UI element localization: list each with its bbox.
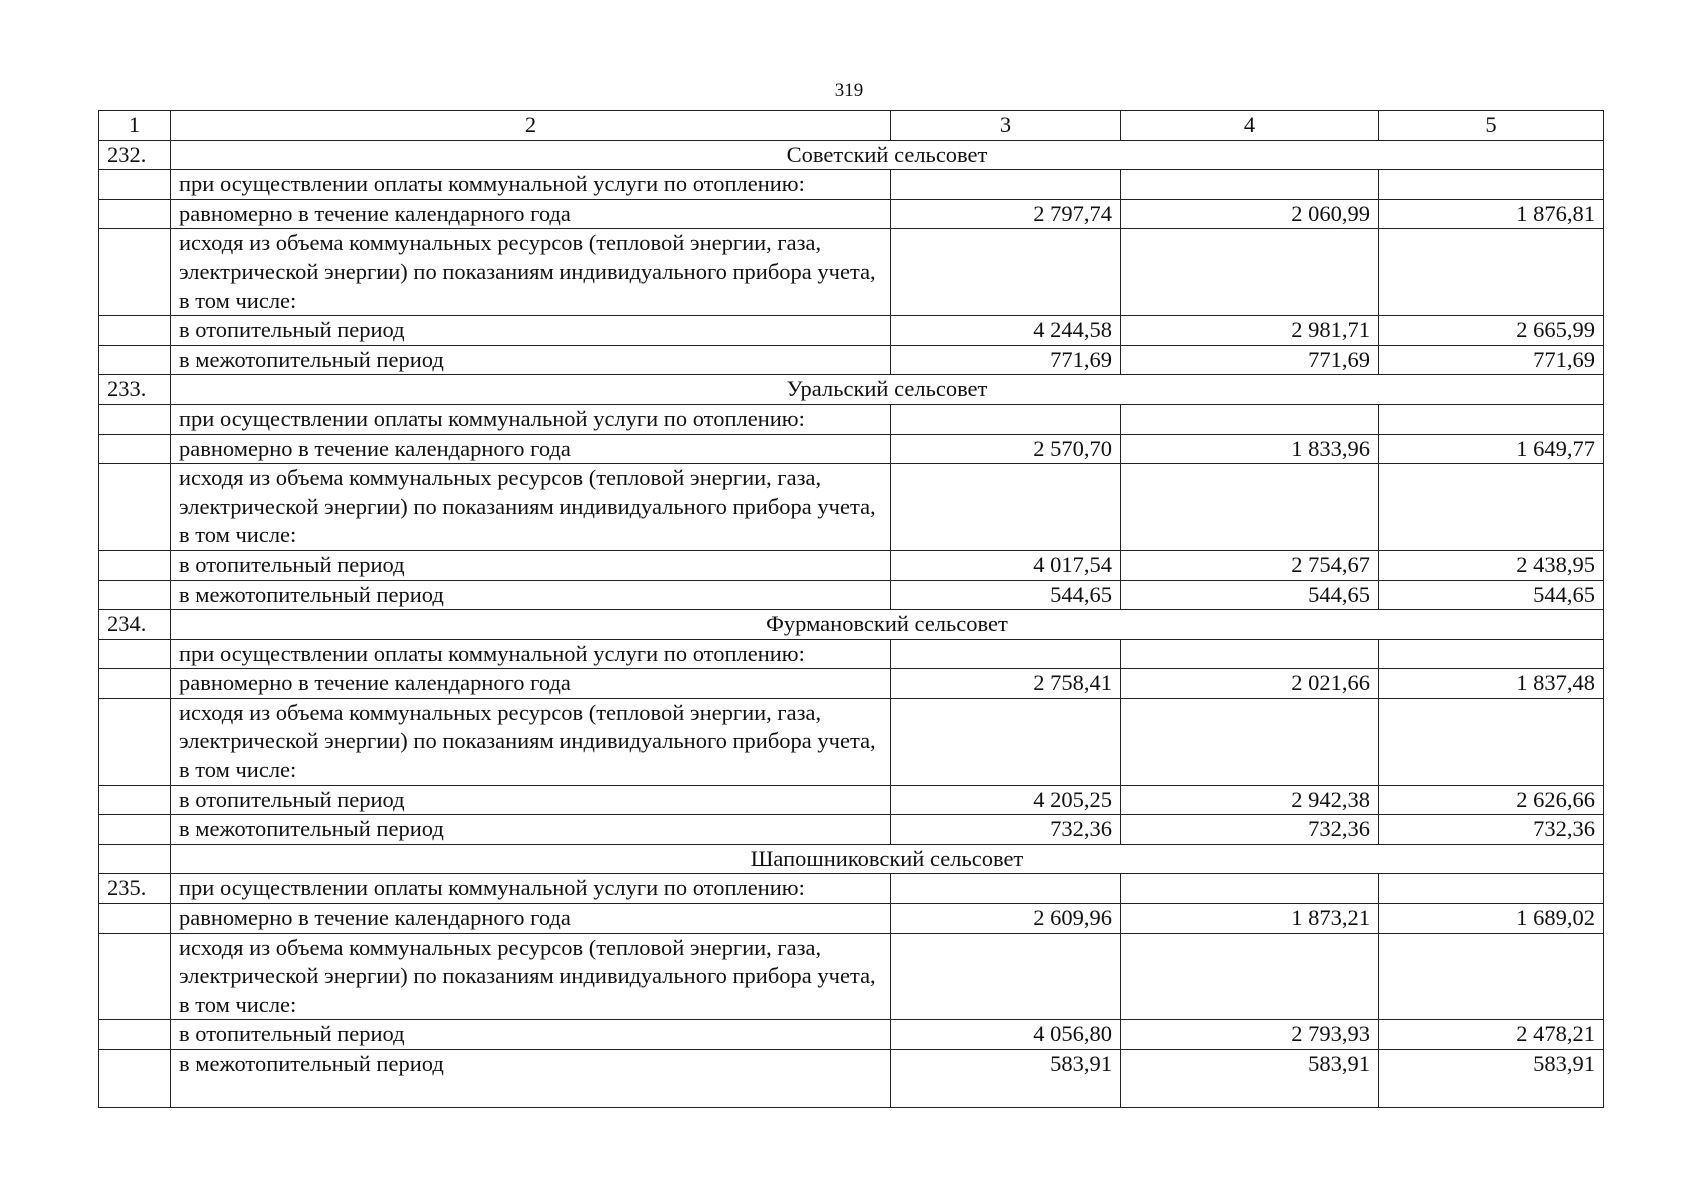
value-col-5: 2 665,99 <box>1379 316 1604 346</box>
row-label: исходя из объема коммунальных ресурсов (тепловой энергии, газа, электрической энергии) по показаниям индивидуального прибора учета, в том числе: <box>171 229 891 316</box>
row-number: 235. <box>99 874 171 904</box>
tariff-table <box>98 110 1604 1108</box>
row-number: 234. <box>99 610 171 640</box>
region-name: Советский сельсовет <box>171 140 1604 170</box>
value-col-5: 1 689,02 <box>1379 904 1604 934</box>
row-number-cell <box>99 785 171 815</box>
value-col-4: 2 793,93 <box>1121 1020 1379 1050</box>
region-name: Фурмановский сельсовет <box>171 610 1604 640</box>
value-col-3: 732,36 <box>891 815 1121 845</box>
value-col-4: 732,36 <box>1121 815 1379 845</box>
value-col-4 <box>1121 698 1379 785</box>
value-col-4: 2 942,38 <box>1121 785 1379 815</box>
value-col-3: 2 609,96 <box>891 904 1121 934</box>
table-row <box>99 404 1604 434</box>
row-label: при осуществлении оплаты коммунальной услуги по отоплению: <box>171 639 891 669</box>
region-row <box>99 140 1604 170</box>
column-header-5: 5 <box>1379 111 1604 141</box>
row-number-cell <box>99 170 171 200</box>
value-col-3: 2 570,70 <box>891 434 1121 464</box>
row-number-cell <box>99 933 171 1020</box>
value-col-4 <box>1121 229 1379 316</box>
value-col-3: 544,65 <box>891 580 1121 610</box>
value-col-5: 2 626,66 <box>1379 785 1604 815</box>
table-row <box>99 639 1604 669</box>
value-col-4: 1 833,96 <box>1121 434 1379 464</box>
value-col-3 <box>891 229 1121 316</box>
row-label: в межотопительный период <box>171 345 891 375</box>
table-row <box>99 170 1604 200</box>
value-col-4 <box>1121 464 1379 551</box>
value-col-4: 544,65 <box>1121 580 1379 610</box>
table-row <box>99 874 1604 904</box>
row-label: равномерно в течение календарного года <box>171 434 891 464</box>
table-row <box>99 316 1604 346</box>
value-col-5 <box>1379 933 1604 1020</box>
table-row <box>99 669 1604 699</box>
value-col-5: 544,65 <box>1379 580 1604 610</box>
value-col-4: 2 021,66 <box>1121 669 1379 699</box>
value-col-5: 1 649,77 <box>1379 434 1604 464</box>
column-header-3: 3 <box>891 111 1121 141</box>
row-label: равномерно в течение календарного года <box>171 669 891 699</box>
value-col-5 <box>1379 698 1604 785</box>
value-col-4 <box>1121 933 1379 1020</box>
value-col-3: 4 205,25 <box>891 785 1121 815</box>
value-col-3 <box>891 874 1121 904</box>
row-label: в отопительный период <box>171 550 891 580</box>
row-number-cell <box>99 1020 171 1050</box>
value-col-5 <box>1379 229 1604 316</box>
value-col-5: 1 876,81 <box>1379 199 1604 229</box>
row-number-cell <box>99 1050 171 1108</box>
row-number-cell <box>99 316 171 346</box>
value-col-5: 771,69 <box>1379 345 1604 375</box>
value-col-3 <box>891 933 1121 1020</box>
region-row <box>99 375 1604 405</box>
row-label: исходя из объема коммунальных ресурсов (тепловой энергии, газа, электрической энергии) по показаниям индивидуального прибора учета, в том числе: <box>171 698 891 785</box>
value-col-5 <box>1379 639 1604 669</box>
table-row <box>99 785 1604 815</box>
value-col-3 <box>891 639 1121 669</box>
table-header-row <box>99 111 1604 141</box>
value-col-5: 2 438,95 <box>1379 550 1604 580</box>
region-name: Уральский сельсовет <box>171 375 1604 405</box>
table-row <box>99 434 1604 464</box>
table-row <box>99 464 1604 551</box>
region-name: Шапошниковский сельсовет <box>171 844 1604 874</box>
value-col-4 <box>1121 170 1379 200</box>
row-label: исходя из объема коммунальных ресурсов (тепловой энергии, газа, электрической энергии) по показаниям индивидуального прибора учета, в том числе: <box>171 933 891 1020</box>
value-col-4 <box>1121 404 1379 434</box>
value-col-3 <box>891 404 1121 434</box>
value-col-5: 583,91 <box>1379 1050 1604 1108</box>
value-col-5: 732,36 <box>1379 815 1604 845</box>
row-number-cell <box>99 698 171 785</box>
row-number-cell <box>99 434 171 464</box>
value-col-3: 4 056,80 <box>891 1020 1121 1050</box>
value-col-3: 583,91 <box>891 1050 1121 1108</box>
row-number-cell <box>99 404 171 434</box>
table-row <box>99 1050 1604 1108</box>
value-col-4: 2 060,99 <box>1121 199 1379 229</box>
value-col-3 <box>891 698 1121 785</box>
region-row <box>99 610 1604 640</box>
region-row <box>99 844 1604 874</box>
value-col-4: 1 873,21 <box>1121 904 1379 934</box>
table-row <box>99 698 1604 785</box>
value-col-5 <box>1379 170 1604 200</box>
row-number-cell <box>99 580 171 610</box>
table-row <box>99 933 1604 1020</box>
value-col-4: 583,91 <box>1121 1050 1379 1108</box>
row-label: при осуществлении оплаты коммунальной услуги по отоплению: <box>171 170 891 200</box>
row-label: равномерно в течение календарного года <box>171 199 891 229</box>
value-col-4: 2 981,71 <box>1121 316 1379 346</box>
column-header-4: 4 <box>1121 111 1379 141</box>
value-col-3: 4 017,54 <box>891 550 1121 580</box>
row-number-cell <box>99 815 171 845</box>
table-row <box>99 1020 1604 1050</box>
value-col-5 <box>1379 874 1604 904</box>
table-row <box>99 229 1604 316</box>
value-col-3: 771,69 <box>891 345 1121 375</box>
row-number-cell <box>99 844 171 874</box>
value-col-3 <box>891 464 1121 551</box>
column-header-1: 1 <box>99 111 171 141</box>
page-number: 319 <box>834 80 864 101</box>
value-col-4: 2 754,67 <box>1121 550 1379 580</box>
table-row <box>99 815 1604 845</box>
value-col-4: 771,69 <box>1121 345 1379 375</box>
value-col-4 <box>1121 639 1379 669</box>
table-row <box>99 550 1604 580</box>
value-col-3: 4 244,58 <box>891 316 1121 346</box>
row-number-cell <box>99 639 171 669</box>
row-label: равномерно в течение календарного года <box>171 904 891 934</box>
value-col-5 <box>1379 404 1604 434</box>
table-row <box>99 345 1604 375</box>
row-label: в отопительный период <box>171 1020 891 1050</box>
row-label: при осуществлении оплаты коммунальной услуги по отоплению: <box>171 404 891 434</box>
row-number-cell <box>99 229 171 316</box>
row-label: при осуществлении оплаты коммунальной услуги по отоплению: <box>171 874 891 904</box>
table-row <box>99 904 1604 934</box>
row-label: в отопительный период <box>171 316 891 346</box>
row-number-cell <box>99 464 171 551</box>
value-col-3: 2 758,41 <box>891 669 1121 699</box>
row-label: в межотопительный период <box>171 815 891 845</box>
row-label: в межотопительный период <box>171 580 891 610</box>
value-col-3 <box>891 170 1121 200</box>
value-col-5: 2 478,21 <box>1379 1020 1604 1050</box>
value-col-4 <box>1121 874 1379 904</box>
row-number-cell <box>99 345 171 375</box>
row-label: исходя из объема коммунальных ресурсов (тепловой энергии, газа, электрической энергии) по показаниям индивидуального прибора учета, в том числе: <box>171 464 891 551</box>
value-col-5 <box>1379 464 1604 551</box>
row-number-cell <box>99 669 171 699</box>
table-row <box>99 580 1604 610</box>
row-number: 232. <box>99 140 171 170</box>
row-label: в отопительный период <box>171 785 891 815</box>
row-number-cell <box>99 199 171 229</box>
row-number-cell <box>99 550 171 580</box>
row-number-cell <box>99 904 171 934</box>
column-header-2: 2 <box>171 111 891 141</box>
table-row <box>99 199 1604 229</box>
value-col-5: 1 837,48 <box>1379 669 1604 699</box>
row-label: в межотопительный период <box>171 1050 891 1108</box>
row-number: 233. <box>99 375 171 405</box>
value-col-3: 2 797,74 <box>891 199 1121 229</box>
